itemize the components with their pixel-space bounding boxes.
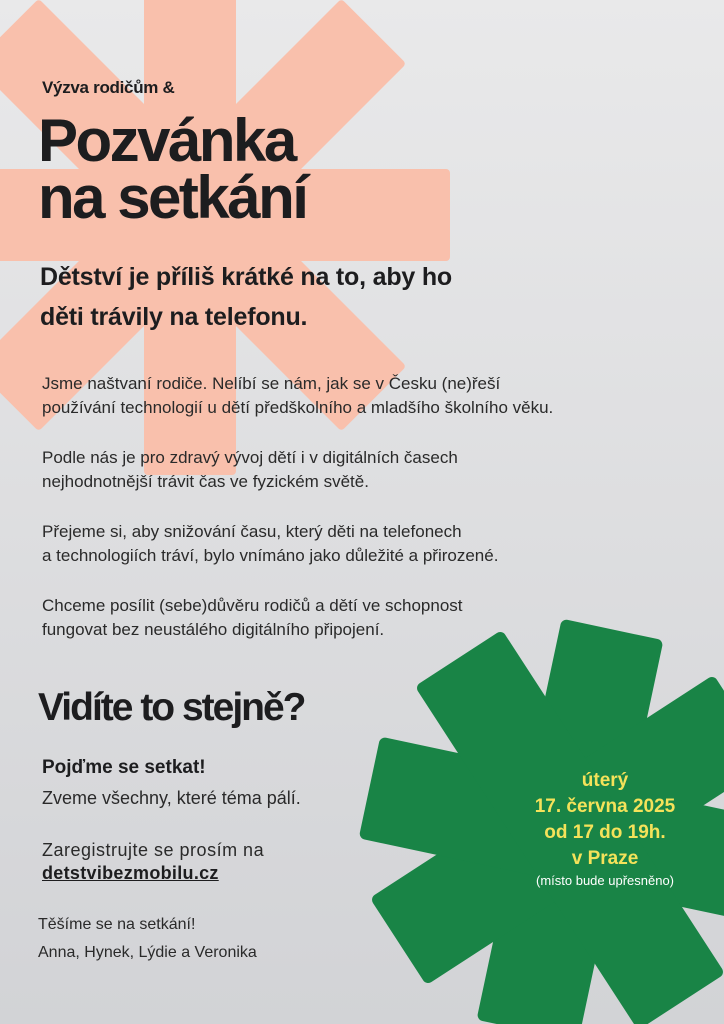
paragraph-4-line-1: Chceme posílit (sebe)důvěru rodičů a dětí ve schopnost bbox=[42, 596, 463, 615]
title-line-1: Pozvánka bbox=[38, 107, 295, 174]
paragraph-3 bbox=[42, 520, 498, 568]
event-time: od 17 do 19h. bbox=[544, 822, 666, 843]
paragraph-2-line-1: Podle nás je pro zdravý vývoj dětí i v digitálních časech bbox=[42, 448, 458, 467]
event-details bbox=[500, 768, 710, 888]
paragraph-3-line-2: a technologiích tráví, bylo vnímáno jako důležité a přirozené. bbox=[42, 546, 499, 565]
page-title bbox=[38, 107, 307, 231]
signoff-names: Anna, Hynek, Lýdie a Veronika bbox=[38, 944, 257, 961]
subtitle-line-1: Dětství je příliš krátké na to, aby ho bbox=[40, 263, 452, 291]
title-line-2: na setkání bbox=[38, 164, 307, 231]
register-text: Zaregistrujte se prosím na bbox=[42, 840, 265, 860]
event-place: v Praze bbox=[571, 848, 639, 869]
event-date: 17. června 2025 bbox=[534, 796, 676, 817]
paragraph-2 bbox=[42, 446, 458, 494]
closing-text: Těšíme se na setkání! bbox=[38, 916, 196, 933]
event-day: úterý bbox=[581, 770, 629, 791]
subtitle-line-2: děti trávily na telefonu. bbox=[40, 303, 308, 331]
website-link[interactable]: detstvibezmobilu.cz bbox=[42, 863, 219, 883]
paragraph-1 bbox=[42, 372, 553, 420]
paragraph-4-line-2: fungovat bez neustálého digitálního připojení. bbox=[42, 620, 385, 639]
meet-heading: Pojďme se setkat! bbox=[42, 757, 206, 778]
invite-text: Zveme všechny, které téma pálí. bbox=[42, 788, 301, 808]
paragraph-1-line-1: Jsme naštvaní rodiče. Nelíbí se nám, jak se v Česku (ne)řeší bbox=[42, 374, 501, 393]
event-note: (místo bude upřesněno) bbox=[535, 873, 675, 888]
paragraph-4 bbox=[42, 594, 463, 642]
question-heading: Vidíte to stejně? bbox=[38, 686, 305, 729]
paragraph-3-line-1: Přejeme si, aby snižování času, který děti na telefonech bbox=[42, 522, 462, 541]
subtitle bbox=[40, 257, 452, 337]
paragraph-1-line-2: používání technologií u dětí předškolního a mladšího školního věku. bbox=[42, 398, 554, 417]
kicker-text: Výzva rodičům & bbox=[42, 78, 175, 97]
paragraph-2-line-2: nejhodnotnější trávit čas ve fyzickém světě. bbox=[42, 472, 369, 491]
